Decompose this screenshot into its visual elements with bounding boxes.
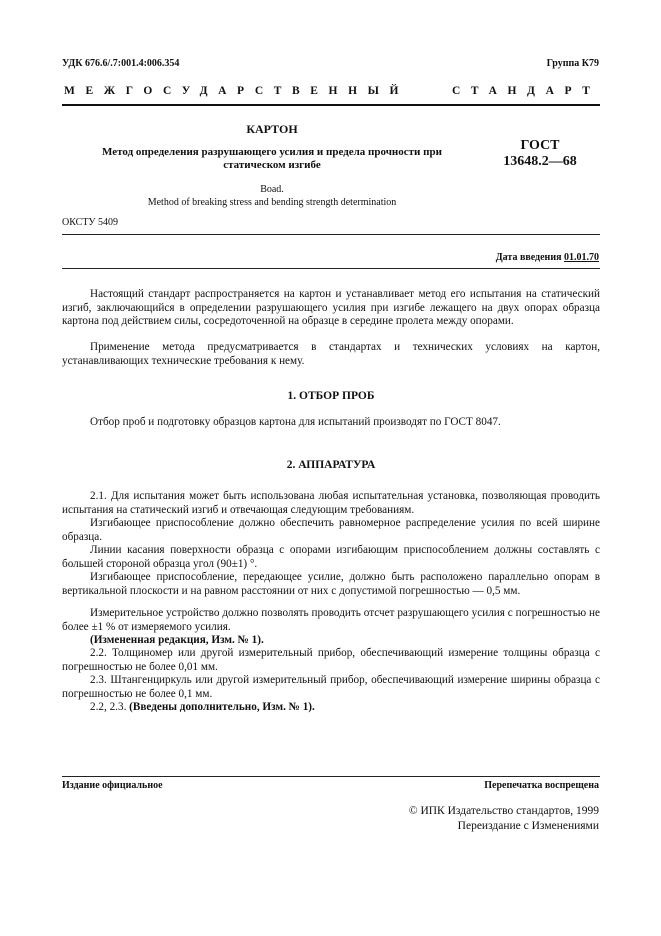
intro-date — [496, 252, 599, 263]
clause-2-1-measuring-device: Измерительное устройство должно позволять проводить отсчет разрушающего усилия с погрешностью не более ±1 % от измеряемого усилия. — [62, 607, 600, 633]
title-rule — [62, 234, 600, 235]
udk-code: УДК 676.6/.7:001.4:006.354 — [62, 58, 180, 69]
standard-type-left: МЕЖГОСУДАРСТВЕННЫЙ — [64, 85, 410, 97]
section-1-text: Отбор проб и подготовку образцов картона для испытаний производят по ГОСТ 8047. — [90, 416, 501, 428]
clause-2-1: 2.1. Для испытания может быть использована любая испытательная установка, позволяющая проводить испытания на статический изгиб и отвечающая следующим требованиям. — [62, 490, 600, 516]
amendment-note-2-prefix: 2.2, 2.3. — [90, 701, 127, 713]
section-1-heading: 1. ОТБОР ПРОБ — [287, 390, 375, 402]
intro-date-value: 01.01.70 — [564, 252, 599, 263]
gost-label: ГОСТ — [520, 138, 560, 153]
footer-rule — [62, 776, 600, 777]
copyright: © ИПК Издательство стандартов, 1999 — [408, 805, 599, 817]
clause-2-3: 2.3. Штангенциркуль или другой измерительный прибор, обеспечивающий измерение ширины образца с погрешностью не более 0,1 мм. — [62, 674, 600, 700]
method-title-en: Method of breaking stress and bending strength determination — [147, 197, 397, 208]
standard-type-right: СТАНДАРТ — [452, 85, 601, 97]
intro-date-label: Дата введения — [495, 252, 562, 263]
group-code: Группа К79 — [546, 58, 599, 69]
clause-2-1-uniform-load: Изгибающее приспособление должно обеспечить равномерное распределение усилия по всей ширине образца. — [62, 517, 600, 543]
official-edition: Издание официальное — [62, 780, 163, 791]
material-title: КАРТОН — [246, 122, 298, 136]
header-rule — [62, 104, 600, 106]
intro-paragraph-1: Настоящий стандарт распространяется на картон и устанавливает метод его испытания на статический изгиб, заключающийся в определении разрушающего усилия при изгибе лежащего на двух опорах образца картона под действием силы, сосредоточенной на образце в середине пролета между опорами. — [62, 288, 600, 327]
reissue-note: Переиздание с Изменениями — [457, 820, 599, 832]
okstu-code: ОКСТУ 5409 — [62, 217, 119, 228]
clause-2-1-contact-angle: Линии касания поверхности образца с опорами изгибающим приспособлением должны составлять с большей стороной образца угол (90±1) °. — [62, 544, 600, 570]
gost-number: 13648.2—68 — [503, 154, 577, 169]
section-2-heading: 2. АППАРАТУРА — [286, 459, 376, 471]
intro-paragraph-2: Применение метода предусматривается в стандартах и технических условиях на картон, устанавливающих технические требования к нему. — [62, 341, 600, 367]
method-title-ru: Метод определения разрушающего усилия и предела прочности при статическом изгибе — [102, 146, 442, 171]
clause-2-1-load-position: Изгибающее приспособление, передающее усилие, должно быть расположено параллельно опорам в вертикальной плоскости и на равном расстоянии от них с допустимой погрешностью — 0,5 мм. — [62, 571, 600, 597]
material-title-en: Boad. — [260, 184, 284, 195]
amendment-note-2 — [62, 701, 600, 715]
date-rule — [62, 268, 600, 269]
reprint-prohibited: Перепечатка воспрещена — [484, 780, 599, 791]
clause-2-2: 2.2. Толщиномер или другой измерительный прибор, обеспечивающий измерение толщины образца с погрешностью не более 0,01 мм. — [62, 647, 600, 673]
amendment-note-2-bold: (Введены дополнительно, Изм. № 1). — [129, 701, 315, 713]
amendment-note-1: (Измененная редакция, Изм. № 1). — [90, 634, 264, 646]
